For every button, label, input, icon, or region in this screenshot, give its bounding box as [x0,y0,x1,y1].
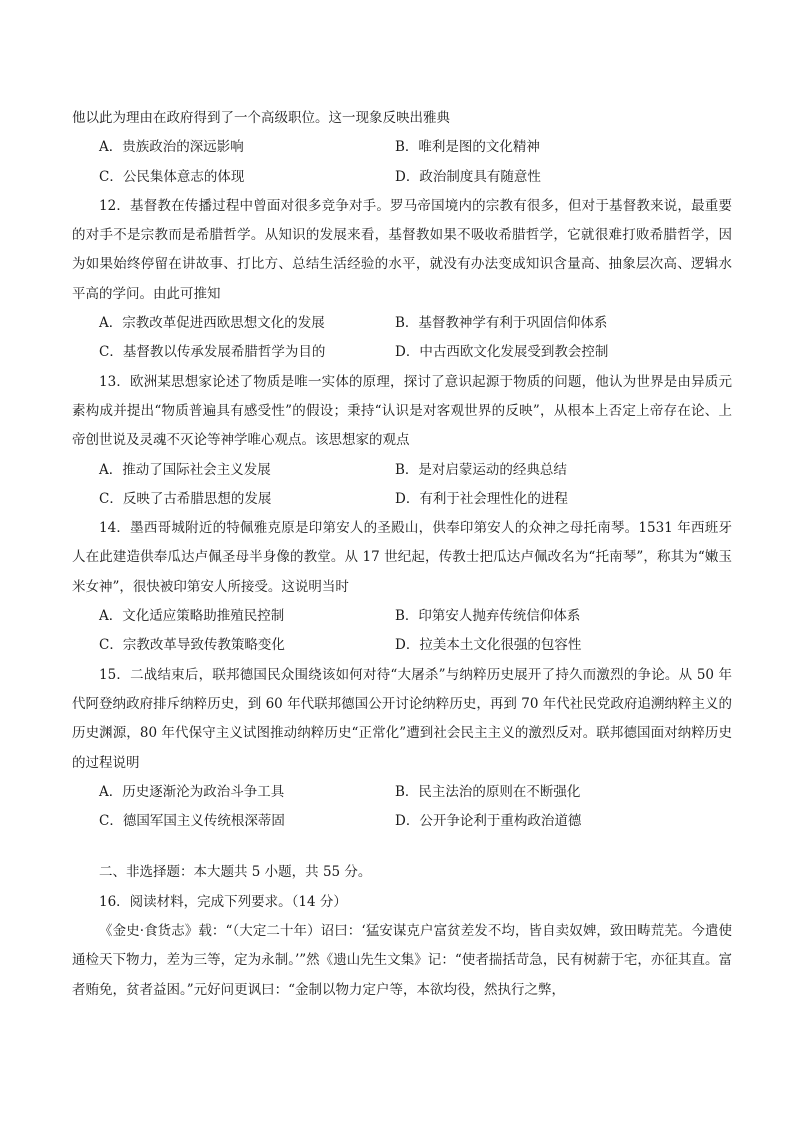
q15-stem: 15．二战结束后，联邦德国民众围绕该如何对待“大屠杀”与纳粹历史展开了持久而激烈的争论。从 50 年代阿登纳政府排斥纳粹历史，到 60 年代联邦德国公开讨论纳粹历史，再到 70 年代社民党政府追溯纳粹主义的历史渊源，80 年代保守主义试图推动纳粹历史“正常化”遭到社会民主主义的激烈反对。联邦德国面对纳粹历史的过程说明 [72,666,732,771]
q15-option-d[interactable]: D．公开争论利于重构政治道德 [395,813,582,830]
section-gap [72,836,732,858]
q12-option-d[interactable]: D．中古西欧文化发展受到教会控制 [395,344,609,361]
q14-option-d[interactable]: D．拉美本土文化很强的包容性 [395,637,582,654]
q14-stem: 14．墨西哥城附近的特佩雅克原是印第安人的圣殿山，供奉印第安人的众神之母托南琴。1531 年西班牙人在此建造供奉瓜达卢佩圣母半身像的教堂。从 17 世纪起，传教士把瓜达卢佩改名为“托南琴”，称其为“嫩玉米女神”，很快被印第安人所接受。这说明当时 [72,520,732,595]
page-content [72,104,732,1005]
q11-options-row-2 [72,163,732,192]
q12-options-row-1 [72,309,732,338]
q15-options-row-2 [72,807,732,836]
q13-stem: 13．欧洲某思想家论述了物质是唯一实体的原理，探讨了意识起源于物质的问题，他认为世界是由异质元素构成并提出“物质普遍具有感受性”的假设；秉持“认识是对客观世界的反映”，从根本上否定上帝存在论、上帝创世说及灵魂不灭论等神学唯心观点。该思想家的观点 [72,373,732,449]
q12-stem: 12．基督教在传播过程中曾面对很多竞争对手。罗马帝国境内的宗教有很多，但对于基督教来说，最重要的对手不是宗教而是希腊哲学。从知识的发展来看，基督教如果不吸收希腊哲学，它就很难打败希腊哲学，因为如果始终停留在讲故事、打比方、总结生活经验的水平，就没有办法变成知识含量高、抽象层次高、逻辑水平高的学问。由此可推知 [72,197,732,302]
q14-options-row-1 [72,602,732,631]
q12-option-c[interactable]: C．基督教以传承发展希腊哲学为目的 [99,344,326,361]
q11-option-d[interactable]: D．政治制度具有随意性 [395,168,541,185]
q16-stem: 16．阅读材料，完成下列要求。（14 分） [99,893,347,910]
q12-option-b[interactable]: B．基督教神学有利于巩固信仰体系 [395,315,608,332]
q12-options-row-2 [72,338,732,367]
q11-options-row-1 [72,133,732,162]
q14-options-row-2 [72,631,732,660]
q13-option-b[interactable]: B．是对启蒙运动的经典总结 [395,461,567,478]
q11-option-b[interactable]: B．唯利是图的文化精神 [395,139,540,156]
q15-option-c[interactable]: C．德国军国主义传统根深蒂固 [99,813,285,830]
q11-option-c[interactable]: C．公民集体意志的体现 [99,168,245,185]
q16-material: 《金史·食货志》载：“（大定二十年）诏曰：‘猛安谋克户富贫差发不均，皆自卖奴婢，致田畴荒芜。今遣使通检天下物力，差为三等，定为永制。’”然《遗山先生文集》记：“使者揣括苛急，民有树薪于宅，亦征其直。富者贿免，贫者益困。”元好问更讽曰：“金制以物力定户等，本欲均役，然执行之弊， [72,923,732,998]
q11-stem-tail: 他以此为理由在政府得到了一个高级职位。这一现象反映出雅典 [72,110,450,126]
q12-option-a[interactable]: A．宗教改革促进西欧思想文化的发展 [99,315,325,332]
q11-option-a[interactable]: A．贵族政治的深远影响 [99,139,244,156]
section-2-heading: 二、非选择题：本大题共 5 小题，共 55 分。 [99,864,372,881]
q13-option-a[interactable]: A．推动了国际社会主义发展 [99,461,271,478]
q15-option-b[interactable]: B．民主法治的原则在不断强化 [395,783,581,800]
q15-option-a[interactable]: A．历史逐渐沦为政治斗争工具 [99,783,285,800]
q14-option-b[interactable]: B．印第安人抛弃传统信仰体系 [395,608,581,625]
q13-option-c[interactable]: C．反映了古希腊思想的发展 [99,490,272,507]
q14-option-a[interactable]: A．文化适应策略助推殖民控制 [99,608,285,625]
q13-options-row-2 [72,485,732,514]
q14-option-c[interactable]: C．宗教改革导致传教策略变化 [99,637,285,654]
q13-option-d[interactable]: D．有利于社会理性化的进程 [395,490,568,507]
q15-options-row-1 [72,778,732,807]
q13-options-row-1 [72,456,732,485]
